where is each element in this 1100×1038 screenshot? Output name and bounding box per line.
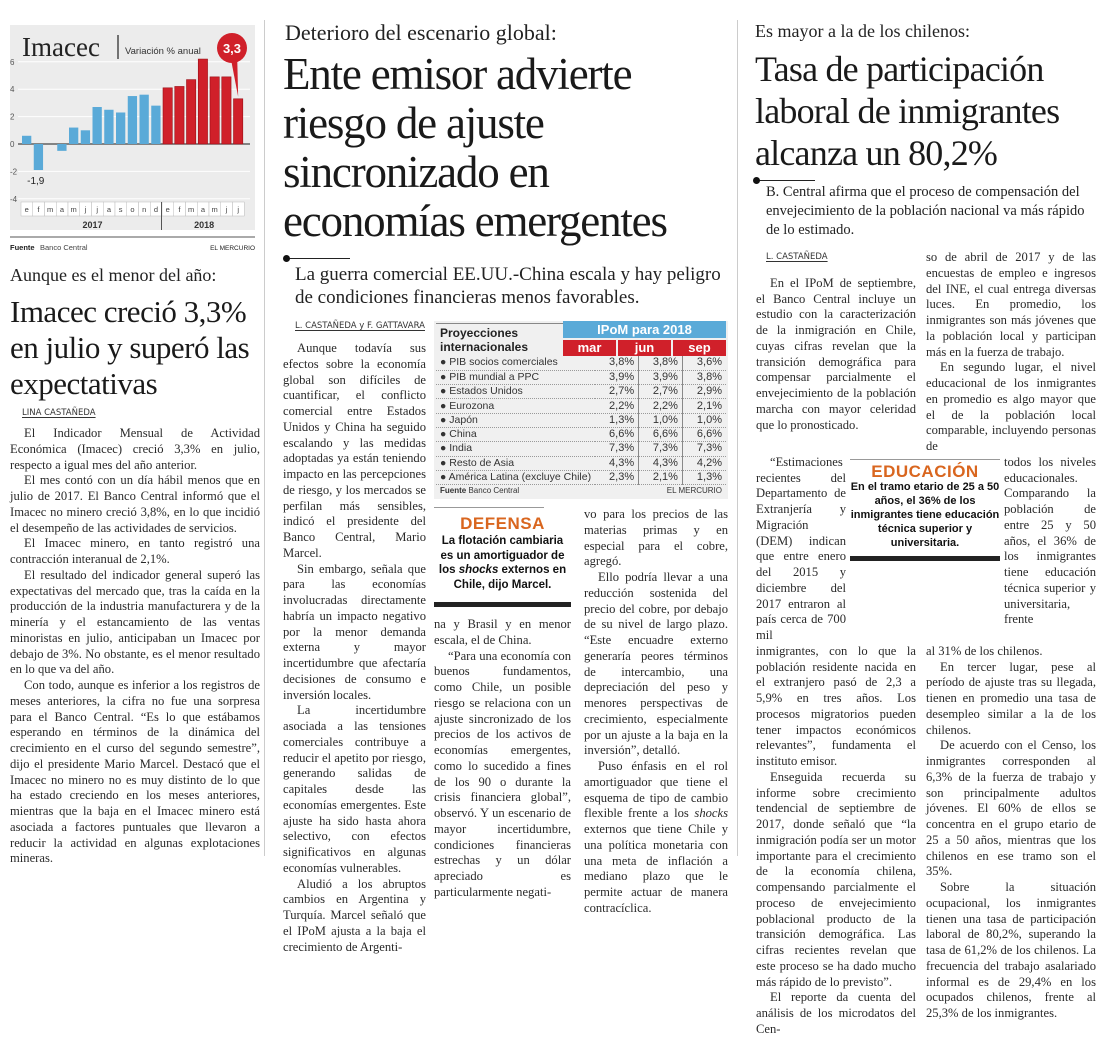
left-article-body <box>10 426 260 867</box>
bar <box>116 112 125 144</box>
callout-title: EDUCACIÓN <box>850 464 1000 480</box>
x-tick-label: e <box>25 205 29 214</box>
y-tick-label: -2 <box>10 167 18 176</box>
row-value: 2,7% <box>639 385 683 399</box>
table-row <box>436 442 726 456</box>
paragraph: Con todo, aunque es inferior a los registros de meses anteriores, la cifra no fue una sorpresa para el Banco Central. “Es lo que estábamos esperando en términos de la dinámica del crecimiento en el curso del segundo semestre”, dijo el presidente Mario Marcel. Destacó que el Imacec no minero no es muy distinto de lo que ha estado creciendo en los meses anteriores, mientras que la baja en el Imacec minero está asociada a factores puntuales que llevaron a reducir la actividad en algunas explotaciones mineras. <box>10 678 260 867</box>
source-name: Banco Central <box>40 243 88 252</box>
paragraph: En el IPoM de septiembre, el Banco Central incluye un estudio con la caracterización de la inmigración en Chile, cuyas cifras revelan que la transición demográfica para compensar parcialmente el envejecimiento de la población marcha con mayor celeridad que lo pronosticado. <box>756 276 916 434</box>
x-tick-label: a <box>107 205 112 214</box>
column-divider <box>737 20 738 856</box>
x-tick-label: n <box>142 205 146 214</box>
row-value: 2,2% <box>595 399 639 413</box>
paragraph: “Estimaciones recientes del Departamento de Extranjería y Migración (DEM) indican que entre enero del 2015 y diciembre del 2017 entraron al país cerca de 700 mil <box>756 455 846 644</box>
table-row <box>436 399 726 413</box>
paragraph: La incertidumbre asociada a las tensiones comerciales contribuye a reducir el apetito por riesgo, generando salidas de capitales desde las economías emergentes. Este ajuste ha sido hasta ahora selectivo, con efectos significativos en algunas economías vulnerables. <box>283 703 426 876</box>
callout-text: La flotación cambiaria es un amortiguador de los shocks externos en Chile, dijo Marcel. <box>434 534 571 592</box>
table-row <box>436 456 726 470</box>
middle-column-2 <box>434 507 571 901</box>
middle-column-3 <box>584 507 728 917</box>
row-value: 7,3% <box>639 442 683 456</box>
chart-title: Imacec <box>22 32 100 62</box>
x-tick-label: j <box>236 205 239 214</box>
x-tick-label: m <box>188 205 194 214</box>
table-row <box>436 470 726 484</box>
table-column-header-mar: mar <box>563 340 616 356</box>
paragraph: Aunque todavía sus efectos sobre la economía global son difíciles de cuantificar, el conflicto comercial entre Estados Unidos y China ha seguido escalando y las medidas adoptadas ya están teniendo impacto en las percepciones de riesgo, y los mercados se perfilan más sensibles, indicó el presidente del Banco Central, Mario Marcel. <box>283 341 426 562</box>
paragraph: “Para una economía con buenos fundamentos, como Chile, un posible riesgo se relaciona con un ajuste sincronizado de los precios de los activos de economías emergentes, como lo sucedido a fines de los 90 o durante la crisis financiera global”, observó. Y un escenario de mayor incertidumbre, condiciones financieras estrechas y un dólar apreciado es particularmente negati- <box>434 649 571 901</box>
row-label: ● América Latina (excluye Chile) <box>436 470 595 484</box>
paragraph: so de abril de 2017 y de las encuestas de empleo e ingresos del INE, el cual entrega diversas luces. En promedio, los inmigrantes son más jóvenes que la población local y participan más en la fuerza de trabajo. <box>926 250 1096 360</box>
table-row <box>436 356 726 370</box>
y-tick-label: -4 <box>10 195 18 204</box>
table-source: Banco Central <box>468 486 519 495</box>
right-kicker: Es mayor a la de los chilenos: <box>755 20 1097 42</box>
x-tick-label: m <box>71 205 77 214</box>
x-tick-label: j <box>225 205 228 214</box>
bar <box>210 77 219 144</box>
left-article <box>10 264 260 867</box>
table-title: Proyecciones internacionales <box>436 323 563 356</box>
x-tick-label: m <box>212 205 218 214</box>
right-deck: B. Central afirma que el proceso de compensación del envejecimiento de la población nacional va más rápido de lo estimado. <box>766 183 1097 240</box>
paragraph: El resultado del indicador general superó las expectativas del mercado que, tras la caída en la producción de la industria manufacturera y de la minería y el estancamiento de las ventas minoristas en julio, anticipaban un Imacec por debajo de 3%. No obstante, es el menor resultado en lo que va del año. <box>10 568 260 678</box>
row-label: ● PIB socios comerciales <box>436 356 595 370</box>
row-value: 1,0% <box>682 413 726 427</box>
paragraph: na y Brasil y en menor escala, el de China. <box>434 617 571 649</box>
row-label: ● Estados Unidos <box>436 385 595 399</box>
bar <box>57 144 66 151</box>
callout-text: En el tramo etario de 25 a 50 años, el 36% de los inmigrantes tiene educación técnica superior y universitaria. <box>850 480 1000 550</box>
callout-rule <box>434 602 571 607</box>
paragraph: inmigrantes, con lo que la población residente nacida en el extranjero pasó de 2,3 a 5,9% en tres años. Los procesos migratorios pueden tener impactos económicos relevantes”, fundamenta el instituto emisor. <box>756 644 916 770</box>
y-tick-label: 6 <box>10 58 15 67</box>
brand-label: EL MERCURIO <box>210 245 255 252</box>
table-body <box>436 356 726 485</box>
row-label: ● India <box>436 442 595 456</box>
middle-byline: L. CASTAÑEDA y F. GATTAVARA <box>295 321 426 331</box>
paragraph: Sobre la situación ocupacional, los inmigrantes tienen una tasa de participación laboral de 80,2%, superando la tasa de 61,2% de los chilenos. La frecuencia del trabajo asalariado informal es de 29,4% en los ocupados chilenos, frente al 25,3% de los inmigrantes. <box>926 880 1096 1022</box>
paragraph: En segundo lugar, el nivel educacional de los inmigrantes en promedio es algo mayor que el de la población local comparable, incluyendo personas de <box>926 360 1096 455</box>
bar <box>128 96 137 144</box>
paragraph: todos los niveles educacionales. Comparando la población de entre 25 y 50 años, el 36% de los inmigrantes tiene educación técnica superior y universitaria, frente <box>1004 455 1096 628</box>
right-headline: Tasa de participación laboral de inmigrantes alcanza un 80,2% <box>755 48 1097 174</box>
table-row <box>436 413 726 427</box>
middle-article <box>283 20 730 955</box>
bar <box>198 59 207 144</box>
row-value: 6,6% <box>595 427 639 441</box>
row-value: 3,8% <box>595 356 639 370</box>
x-tick-label: s <box>119 205 123 214</box>
row-value: 6,6% <box>639 427 683 441</box>
bar <box>34 144 43 170</box>
row-value: 1,0% <box>639 413 683 427</box>
row-value: 7,3% <box>595 442 639 456</box>
row-value: 3,9% <box>595 370 639 384</box>
callout-rule <box>850 556 1000 561</box>
paragraph: Puso énfasis en el rol amortiguador que tiene el esquema de tipo de cambio flexible frente a los shocks externos que tiene Chile y una política monetaria con una meta de inflación a mediano plazo que le permite actuar de manera contracíclica. <box>584 759 728 917</box>
x-tick-label: e <box>166 205 170 214</box>
chart-subtitle: Variación % anual <box>125 46 201 57</box>
defensa-callout <box>434 507 571 607</box>
x-tick-label: a <box>201 205 206 214</box>
x-tick-label: f <box>37 205 40 214</box>
paragraph: El reporte da cuenta del análisis de los microdatos del Cen- <box>756 990 916 1037</box>
x-tick-label: j <box>95 205 98 214</box>
row-value: 2,1% <box>682 399 726 413</box>
row-value: 2,2% <box>639 399 683 413</box>
deck-rule <box>285 258 350 259</box>
row-value: 7,3% <box>682 442 726 456</box>
column-divider <box>264 20 265 856</box>
bar <box>69 128 78 144</box>
min-data-label: -1,9 <box>27 176 45 187</box>
y-tick-label: 2 <box>10 113 15 122</box>
bar <box>140 95 149 144</box>
paragraph: El Imacec minero, en tanto registró una contracción interanual de 2,1%. <box>10 536 260 568</box>
row-value: 3,8% <box>639 356 683 370</box>
right-article <box>755 20 1097 1038</box>
row-label: ● Eurozona <box>436 399 595 413</box>
bar <box>175 86 184 144</box>
right-column-1-top <box>756 250 916 455</box>
row-label: ● PIB mundial a PPC <box>436 370 595 384</box>
bar <box>187 80 196 144</box>
right-column-1-bottom <box>756 644 916 1038</box>
paragraph: Sin embargo, señala que para las economías involucradas directamente habría un impacto negativo por la menor demanda externa y mayor incertidumbre que afectaría decisiones de consumo e inversión locales. <box>283 562 426 704</box>
y-tick-label: 4 <box>10 85 15 94</box>
table-column-header-jun: jun <box>618 340 671 356</box>
projections-table <box>434 321 728 499</box>
row-label: ● Resto de Asia <box>436 456 595 470</box>
row-value: 3,6% <box>682 356 726 370</box>
callout-title: DEFENSA <box>434 514 571 534</box>
row-value: 2,3% <box>595 470 639 484</box>
left-byline: LINA CASTAÑEDA <box>22 408 260 418</box>
bar <box>104 110 113 144</box>
middle-deck: La guerra comercial EE.UU.-China escala y hay peligro de condiciones financieras menos favorables. <box>295 263 730 309</box>
row-value: 2,9% <box>682 385 726 399</box>
last-value-label: 3,3 <box>223 41 241 56</box>
table-group-header: IPoM para 2018 <box>563 321 726 338</box>
table-row <box>436 370 726 384</box>
right-byline: L. CASTAÑEDA <box>766 250 916 266</box>
paragraph: Enseguida recuerda su informe sobre crecimiento tendencial de septiembre de 2017, donde señaló que “la inmigración podía ser un motor importante para el crecimiento de la economía chilena, compensando parcialmente el proceso de envejecimiento poblacional producto de la transición demográfica. Las cifras recientes revelan que este proceso se ha dado mucho más rápido de lo previsto”. <box>756 770 916 991</box>
row-label: ● China <box>436 427 595 441</box>
middle-headline: Ente emisor advierte riesgo de ajuste sincronizado en economías emergentes <box>283 50 730 246</box>
x-tick-label: o <box>130 205 134 214</box>
table-source-label: Fuente <box>440 486 466 495</box>
y-tick-label: 0 <box>10 140 15 149</box>
x-tick-label: j <box>84 205 87 214</box>
right-column-2-bottom <box>926 644 1096 1038</box>
x-tick-label: a <box>60 205 65 214</box>
bar <box>163 88 172 144</box>
paragraph: El mes contó con un día hábil menos que en julio de 2017. El Banco Central informó que el Imacec no minero creció 3,8%, en lo que incidió el desempeño de las actividades de servicios. <box>10 473 260 536</box>
paragraph: Aludió a los abruptos cambios en Argentina y Turquía. Marcel señaló que el IPoM ajusta a la baja el crecimiento de Argenti- <box>283 877 426 956</box>
row-label: ● Japón <box>436 413 595 427</box>
middle-column-1 <box>283 341 426 955</box>
imacec-chart <box>10 25 255 260</box>
bar <box>151 106 160 144</box>
table-column-header-sep: sep <box>673 340 726 356</box>
paragraph: En tercer lugar, pese al período de ajuste tras su llegada, tienen en promedio una tasa de desempleo similar a la de los chilenos. <box>926 660 1096 739</box>
row-value: 4,2% <box>682 456 726 470</box>
paragraph: al 31% de los chilenos. <box>926 644 1096 660</box>
row-value: 6,6% <box>682 427 726 441</box>
left-headline: Imacec creció 3,3% en julio y superó las expectativas <box>10 294 260 402</box>
paragraph: El Indicador Mensual de Actividad Económica (Imacec) creció 3,3% en julio, respecto a igual mes del año anterior. <box>10 426 260 473</box>
right-column-2-top <box>926 250 1096 455</box>
row-value: 1,3% <box>682 470 726 484</box>
paragraph: De acuerdo con el Censo, los inmigrantes corresponden al 6,3% de la fuerza de trabajo y son principalmente adultos jóvenes. El 60% de ellos se concentra en el grupo etario de 25 a 50 años, mientras que los chilenos en ese tramo son el 35%. <box>926 738 1096 880</box>
x-tick-label: m <box>47 205 53 214</box>
x-tick-label: d <box>154 205 158 214</box>
row-value: 4,3% <box>639 456 683 470</box>
bar <box>234 99 243 144</box>
bar <box>22 136 31 144</box>
educacion-callout <box>850 459 1000 561</box>
year-label: 2017 <box>82 220 102 230</box>
paragraph: vo para los precios de las materias primas y en especial para el cobre, agregó. <box>584 507 728 570</box>
row-value: 3,8% <box>682 370 726 384</box>
source-label: Fuente <box>10 243 35 252</box>
row-value: 3,9% <box>639 370 683 384</box>
bar <box>222 77 231 144</box>
left-kicker: Aunque es el menor del año: <box>10 264 260 286</box>
table-row <box>436 427 726 441</box>
paragraph: Ello podría llevar a una reducción sostenida del precio del cobre, por debajo de su nivel de largo plazo. “Este encuadre externo generaría peores términos de intercambio, una depreciación del peso y menores perspectivas de crecimiento, especialmente por un ajuste a la baja en la inversión”, detalló. <box>584 570 728 759</box>
year-label: 2018 <box>194 220 214 230</box>
middle-kicker: Deterioro del escenario global: <box>285 20 730 46</box>
x-tick-label: f <box>178 205 181 214</box>
row-value: 2,7% <box>595 385 639 399</box>
table-brand: EL MERCURIO <box>667 486 722 496</box>
table-row <box>436 385 726 399</box>
deck-rule <box>755 180 815 181</box>
row-value: 1,3% <box>595 413 639 427</box>
bar <box>81 130 90 144</box>
row-value: 4,3% <box>595 456 639 470</box>
bar <box>93 107 102 144</box>
row-value: 2,1% <box>639 470 683 484</box>
right-article-body <box>756 250 1097 1038</box>
